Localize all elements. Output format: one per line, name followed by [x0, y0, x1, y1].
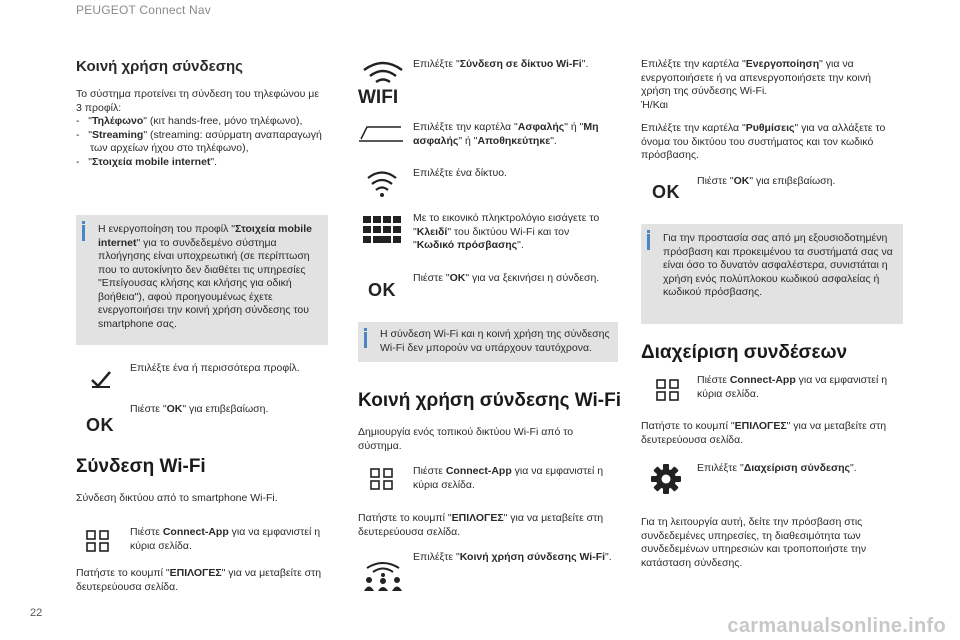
- connect-app-grid-icon: [86, 530, 110, 552]
- wifi-icon: [358, 60, 408, 109]
- profile-list: [76, 115, 326, 169]
- info-note-box: [76, 215, 328, 345]
- list-item: - "Streaming" (streaming: ασύρματη αναπαραγωγή των αρχείων ήχου στο τηλέφωνο),: [76, 128, 322, 154]
- tab-icon: [357, 123, 405, 143]
- step-activation-tab: Επιλέξτε την καρτέλα "Ενεργοποίηση" για να ενεργοποιήσετε ή να απενεργοποιήσετε την κοινή χρήση της σύνδεσης Wi-Fi. Ή/Και: [641, 58, 871, 111]
- step-confirm-ok: Πιέστε "OK" για επιβεβαίωση.: [130, 403, 269, 415]
- connected-users-icon: [362, 560, 404, 592]
- connect-app-grid-icon: [656, 379, 680, 401]
- step-select-wifi-sharing: Επιλέξτε "Κοινή χρήση σύνδεσης Wi-Fi".: [413, 551, 612, 563]
- ok-icon: OK: [652, 182, 680, 202]
- gear-icon: [650, 463, 682, 495]
- checkmark-icon: [90, 370, 112, 388]
- info-icon: [647, 234, 650, 250]
- step-connect-network: Επιλέξτε "Σύνδεση σε δίκτυο Wi-Fi".: [413, 58, 589, 70]
- watermark: carmanualsonline.info: [727, 615, 946, 637]
- info-icon: [82, 225, 85, 241]
- step-options-button: Πατήστε το κουμπί "ΕΠΙΛΟΓΕΣ" για να μεταβείτε στη δευτερεύουσα σελίδα.: [358, 512, 604, 538]
- list-item: - "Τηλέφωνο" (κιτ hands-free, μόνο τηλέφωνο),: [76, 115, 303, 127]
- step-enter-key: Με το εικονικό πληκτρολόγιο εισάγετε το "Κλειδί" του δικτύου Wi-Fi και τον "Κωδικό πρόσβασης".: [413, 212, 600, 251]
- step-options-button: Πατήστε το κουμπί "ΕΠΙΛΟΓΕΣ" για να μεταβείτε στη δευτερεύουσα σελίδα.: [641, 420, 887, 446]
- step-connect-app: Πιέστε Connect-App για να εμφανιστεί η κύρια σελίδα.: [413, 465, 604, 491]
- section-title-connection-sharing: Κοινή χρήση σύνδεσης: [76, 58, 243, 75]
- wifi-icon-label: WIFI: [358, 87, 399, 108]
- wifi-intro: Σύνδεση δικτύου από το smartphone Wi-Fi.: [76, 492, 278, 504]
- info-icon: [364, 332, 367, 348]
- connect-app-grid-icon: [370, 468, 394, 490]
- profiles-intro: Το σύστημα προτείνει τη σύνδεση του τηλεφώνου με 3 προφίλ: - "Τηλέφωνο" (κιτ hands-free, μόνο τηλέφωνο), - "Streaming" (streaming: ασύρματη αναπαραγωγή των αρχείων ήχου στο τηλέφωνο), - "Στοιχεία mobile internet".: [76, 88, 326, 169]
- page-number: 22: [30, 607, 43, 619]
- info-note-text: Η σύνδεση Wi-Fi και η κοινή χρήση της σύνδεσης Wi-Fi δεν μπορούν να υπάρχουν ταυτόχρονα.: [380, 328, 610, 354]
- info-note-text: Για την προστασία σας από μη εξουσιοδοτημένη πρόσβαση και προκειμένου τα συστήματά σας να είναι όσο το δυνατόν ασφαλέστερα, συνιστάται η χρήση ενός πολύπλοκου κωδικού ασφαλείας ή κωδικού πρόσβασης.: [663, 232, 893, 298]
- step-connect-app: Πιέστε Connect-App για να εμφανιστεί η κύρια σελίδα.: [697, 374, 888, 400]
- running-header: PEUGEOT Connect Nav: [76, 3, 211, 17]
- info-note-box: [641, 224, 903, 324]
- step-confirm-ok: Πιέστε "OK" για επιβεβαίωση.: [697, 175, 836, 187]
- section-title-wifi-connection: Σύνδεση Wi-Fi: [76, 456, 206, 477]
- info-note-text: Η ενεργοποίηση του προφίλ "Στοιχεία mobile internet" για το συνδεδεμένο σύστημα πλοήγησης είναι υποχρεωτική (σε περίπτωση που το αυτοκίνητο δεν διαθέτει τις υπηρεσίες "Επείγουσας κλήσης και κλήσης για οδική βοήθεια"), αφού προηγουμένως έχετε ενεργοποιήσει την κοινή χρήση σύνδεσης του smartphone σας.: [98, 223, 312, 330]
- step-options-button: Πατήστε το κουμπί "ΕΠΙΛΟΓΕΣ" για να μεταβείτε στη δευτερεύουσα σελίδα.: [76, 567, 322, 593]
- info-icon-dot: [647, 230, 650, 233]
- step-select-network: Επιλέξτε ένα δίκτυο.: [413, 167, 507, 179]
- wifi-network-icon: [366, 170, 398, 198]
- connection-management-info: Για τη λειτουργία αυτή, δείτε την πρόσβαση στις συνδεδεμένες υπηρεσίες, τη διαθεσιμότητα των συνδεδεμένων υπηρεσιών και τροποποιήστε την κατάσταση σύνδεσης.: [641, 516, 867, 569]
- step-select-profiles: Επιλέξτε ένα ή περισσότερα προφίλ.: [130, 362, 300, 374]
- section-title-connection-management: Διαχείριση συνδέσεων: [641, 342, 848, 363]
- step-settings-tab: Επιλέξτε την καρτέλα "Ρυθμίσεις" για να αλλάξετε το όνομα του δικτύου του συστήματος και τον κωδικό πρόσβασης.: [641, 122, 886, 161]
- step-start-connection: Πιέστε "OK" για να ξεκινήσει η σύνδεση.: [413, 272, 600, 284]
- list-item: - "Στοιχεία mobile internet".: [76, 155, 218, 168]
- wifi-waves-icon: [358, 60, 408, 84]
- info-icon-dot: [364, 328, 367, 331]
- ok-icon: OK: [368, 280, 396, 300]
- section-title-wifi-sharing: Κοινή χρήση σύνδεσης Wi-Fi: [358, 390, 621, 411]
- step-connect-app: Πιέστε Connect-App για να εμφανιστεί η κύρια σελίδα.: [130, 526, 321, 552]
- step-select-tab: Επιλέξτε την καρτέλα "Ασφαλής" ή "Μη ασφαλής" ή "Αποθηκεύτηκε".: [413, 121, 599, 147]
- keyboard-icon: [363, 216, 403, 244]
- info-icon-dot: [82, 221, 85, 224]
- info-note-box: [358, 322, 618, 362]
- ok-icon: OK: [86, 415, 114, 435]
- wifi-sharing-intro: Δημιουργία ενός τοπικού δικτύου Wi-Fi από το σύστημα.: [358, 426, 574, 452]
- step-manage-connection: Επιλέξτε "Διαχείριση σύνδεσης".: [697, 462, 857, 474]
